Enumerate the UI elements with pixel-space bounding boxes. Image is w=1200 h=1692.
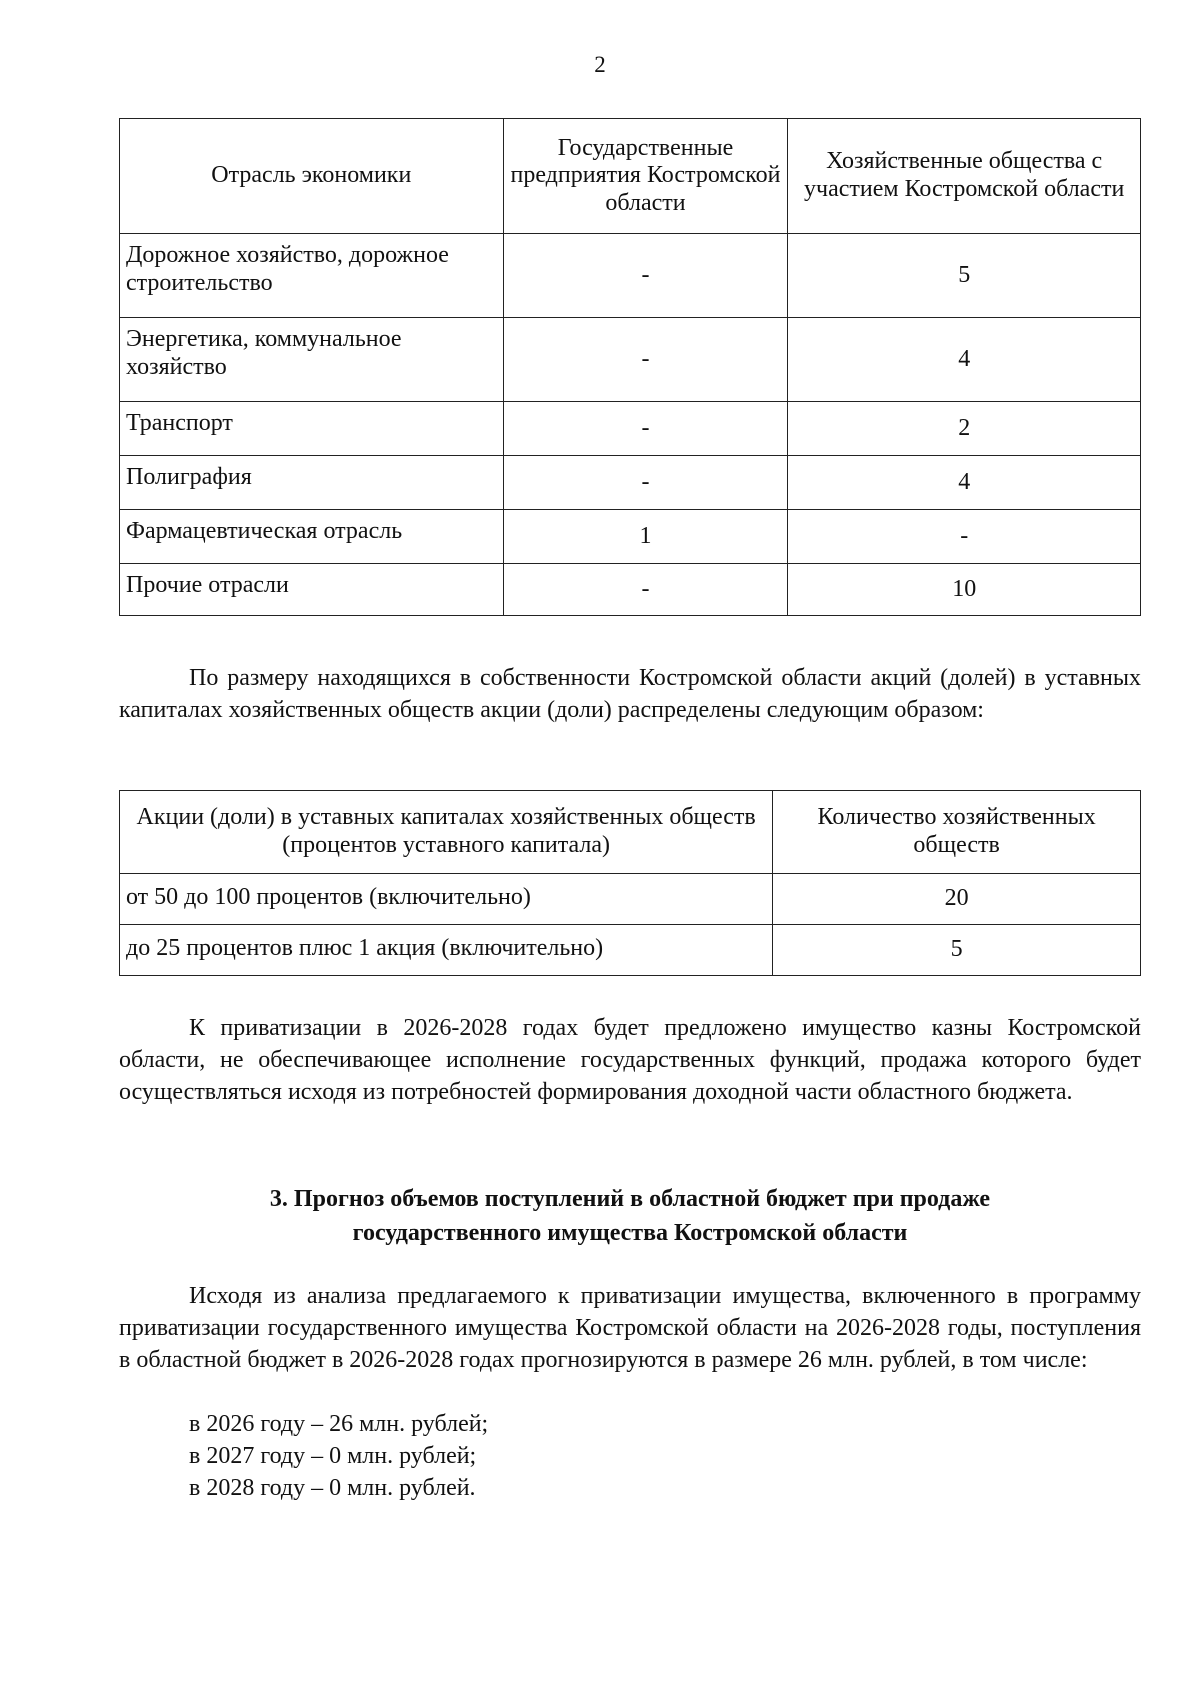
forecast-item-2026: в 2026 году – 26 млн. рублей; xyxy=(189,1411,489,1437)
sector-cell: Полиграфия xyxy=(120,456,504,510)
companies-cell: 10 xyxy=(788,564,1141,616)
table-row xyxy=(120,456,1141,510)
sector-cell: Прочие отрасли xyxy=(120,564,504,616)
share-cell: до 25 процентов плюс 1 акция (включительно) xyxy=(120,925,773,976)
sector-cell: Транспорт xyxy=(120,402,504,456)
state-enterprises-cell: - xyxy=(503,402,788,456)
column-header-state-enterprises: Государственные предприятия Костромской области xyxy=(503,119,788,234)
table-header-row xyxy=(120,119,1141,234)
table-row xyxy=(120,510,1141,564)
forecast-item-2028: в 2028 году – 0 млн. рублей. xyxy=(189,1475,476,1501)
table-row xyxy=(120,402,1141,456)
table-row xyxy=(120,234,1141,318)
section-heading-line-1: 3. Прогноз объемов поступлений в областной бюджет при продаже xyxy=(269,1186,991,1212)
privatization-paragraph: К приватизации в 2026-2028 годах будет предложено имущество казны Костромской области, не обеспечивающее исполнение государственных функций, продажа которого будет осуществляться исходя из потребностей формирования доходной части областного бюджета. xyxy=(119,1015,1141,1105)
page-number: 2 xyxy=(594,52,606,77)
table-row xyxy=(120,564,1141,616)
forecast-paragraph: Исходя из анализа предлагаемого к приватизации имущества, включенного в программу приватизации государственного имущества Костромской области на 2026-2028 годы, поступления в областной бюджет в 2026-2028 годах прогнозируются в размере 26 млн. рублей, в том числе: xyxy=(119,1283,1141,1373)
table-row xyxy=(120,925,1141,976)
count-cell: 20 xyxy=(773,874,1141,925)
count-cell: 5 xyxy=(773,925,1141,976)
sector-cell: Фармацевтическая отрасль xyxy=(120,510,504,564)
companies-cell: 5 xyxy=(788,234,1141,318)
share-cell: от 50 до 100 процентов (включительно) xyxy=(120,874,773,925)
companies-cell: 4 xyxy=(788,318,1141,402)
state-enterprises-cell: - xyxy=(503,564,788,616)
state-enterprises-cell: - xyxy=(503,234,788,318)
table-header-row xyxy=(120,791,1141,874)
sector-cell: Энергетика, коммунальное хозяйство xyxy=(120,318,504,402)
column-header-count: Количество хозяйственных обществ xyxy=(773,791,1141,874)
table-row xyxy=(120,874,1141,925)
companies-cell: 4 xyxy=(788,456,1141,510)
column-header-sector: Отрасль экономики xyxy=(120,119,504,234)
companies-cell: - xyxy=(788,510,1141,564)
sectors-table xyxy=(119,118,1141,616)
column-header-share: Акции (доли) в уставных капиталах хозяйственных обществ (процентов уставного капитала) xyxy=(120,791,773,874)
sector-cell: Дорожное хозяйство, дорожное строительство xyxy=(120,234,504,318)
companies-cell: 2 xyxy=(788,402,1141,456)
column-header-companies: Хозяйственные общества с участием Костромской области xyxy=(788,119,1141,234)
state-enterprises-cell: - xyxy=(503,456,788,510)
table-row xyxy=(120,318,1141,402)
forecast-item-2027: в 2027 году – 0 млн. рублей; xyxy=(189,1443,477,1469)
shares-table xyxy=(119,790,1141,976)
shares-intro-paragraph: По размеру находящихся в собственности Костромской области акций (долей) в уставных капиталах хозяйственных обществ акции (доли) распределены следующим образом: xyxy=(119,665,1141,723)
state-enterprises-cell: 1 xyxy=(503,510,788,564)
section-heading-line-2: государственного имущества Костромской области xyxy=(352,1220,908,1246)
state-enterprises-cell: - xyxy=(503,318,788,402)
